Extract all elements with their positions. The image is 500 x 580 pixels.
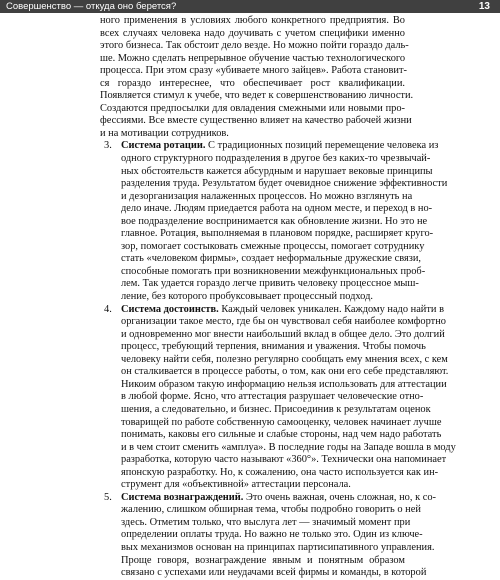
item-title: Система достоинств. [121, 303, 219, 315]
text-line: он сталкивается в процессе работы, о том, как они его себе представляют. [121, 366, 449, 378]
list-item [100, 140, 448, 303]
text-line: Никоим образом такую информацию нельзя использовать для аттестации [121, 378, 447, 390]
text-line: человеку найти себя, полезно регулярно сообщать ему мнения всех, с кем [121, 353, 448, 365]
item-title: Система вознаграждений. [121, 491, 244, 503]
text-line: ше. Можно сделать непрерывное обучение частью технологического [100, 52, 406, 64]
text-line: и в чем стоит сменить «амплуа». В последние годы на Западе вошла в моду [121, 441, 456, 453]
text-line: дело иначе. Людям приедается работа на одном месте, и переход в но- [121, 203, 433, 215]
page-body [100, 15, 456, 580]
text-line: способные помогать при возникновении межфункциональных проб- [121, 265, 426, 277]
text-line: японскую разработку. Но, к сожалению, она часто используется как ин- [121, 466, 439, 478]
text-line: стать «человеком фирмы», создает неформальные дружеские связи, [121, 253, 422, 265]
running-title: Совершенство — откуда оно берется? [6, 1, 177, 12]
text-line: Создаются предпосылки для овладения смежными или новыми про- [100, 102, 405, 114]
text-line: определении оплаты труда. Но важно не только это. Один из ключе- [121, 529, 423, 541]
item-title: Система ротации. [121, 140, 206, 152]
text-line: Проще говоря, вознаграждение явным и понятным образом [121, 554, 405, 566]
text-line: вых механизмов основан на принципах партисипативного управления. [121, 541, 435, 553]
text-line [121, 303, 444, 317]
text-line: связано с успехами или неудачами всей фирмы и команды, в которой [121, 567, 427, 579]
text-line: в любой форме. Ясно, что аттестация разрушает человеческие отно- [121, 391, 424, 403]
text-line: и на мотивации сотрудников. [100, 127, 229, 139]
text-line: зор, помогает состыковать смежные процессы, помогает сотруднику [121, 240, 425, 252]
text-line: ление, без которого пробуксовывает процессный подход. [121, 291, 373, 303]
item-text: Это очень важная, очень сложная, но, к со- [243, 491, 436, 503]
text-line: разработка, которую часто называют «360°». Технически она напоминает [121, 454, 447, 466]
text-line: шения, а следовательно, и бизнес. Присоединив к результатам оценок [121, 403, 431, 415]
list-item [100, 491, 436, 580]
text-line: и дезорганизация налаженных процессов. Но можно взглянуть на [121, 190, 413, 202]
text-line [121, 491, 436, 505]
item-text: Каждый человек уникален. Каждому надо найти в [218, 303, 444, 315]
text-line: всех случаях человека надо доучивать с учетом специфики именно [100, 27, 405, 39]
text-line: этого бизнеса. Так обстоит дело везде. Но можно пойти гораздо даль- [100, 40, 409, 52]
item-text: С традиционных позиций перемещение человека из [205, 140, 439, 152]
text-line [121, 140, 439, 153]
text-line: ся гораздо интереснее, что обеспечивает рост квалификации. [100, 77, 405, 89]
running-header [0, 0, 500, 13]
item-number: 5. [104, 491, 112, 503]
item-number: 4. [104, 303, 112, 315]
text-line: разделения труда. Результатом будет очевидное снижение эффективности [121, 178, 448, 190]
text-line: ных обстоятельств кажется абсурдным и нарушает вековые принципы [121, 165, 433, 177]
text-line: одного структурного подразделения в другое без каких-то чрезвычай- [121, 153, 431, 165]
text-line: лем. Так удается гораздо легче привить человеку процессное мыш- [121, 278, 419, 290]
text-line: струмент для «объективной» аттестации персонала. [121, 479, 351, 491]
text-line: Появляется стимул к учебе, что ведет к совершенствованию личности. [100, 90, 414, 102]
text-line: товарищей по работе собственную самооценку, человек начинает лучше [121, 416, 442, 428]
text-line: процесса. При этом сразу «убиваете много зайцев». Работа становит- [100, 65, 407, 77]
page-number: 13 [478, 1, 490, 12]
item-number: 3. [104, 140, 112, 152]
text-line: жалению, слишком обширная тема, чтобы подробно говорить о ней [121, 504, 421, 516]
intro-paragraph [100, 15, 414, 140]
text-line: здесь. Отметим только, что выслуга лет — значимый момент при [121, 516, 411, 528]
text-line: вое подразделение воспринимается как обновление жизни. Но это не [121, 215, 428, 227]
text-line: и одновременно мог внести наибольший вклад в общее дело. Это долгий [121, 328, 445, 340]
text-line: организации такое место, где бы он чувствовал себя наиболее комфортно [121, 316, 446, 328]
text-line: процесс, требующий терпения, внимания и уважения. Чтобы помочь [121, 341, 426, 353]
text-line: главное. Ротация, выполняемая в плановом порядке, расширяет круго- [121, 228, 434, 240]
text-line: понимать, каковы его сильные и слабые стороны, над чем надо работать [121, 429, 442, 441]
list-item [100, 303, 456, 492]
text-line: фессиями. Все вместе существенно влияет на качество рабочей жизни [100, 115, 412, 127]
text-line: ного применения в условиях любого конкретного предприятия. Во [100, 15, 405, 26]
